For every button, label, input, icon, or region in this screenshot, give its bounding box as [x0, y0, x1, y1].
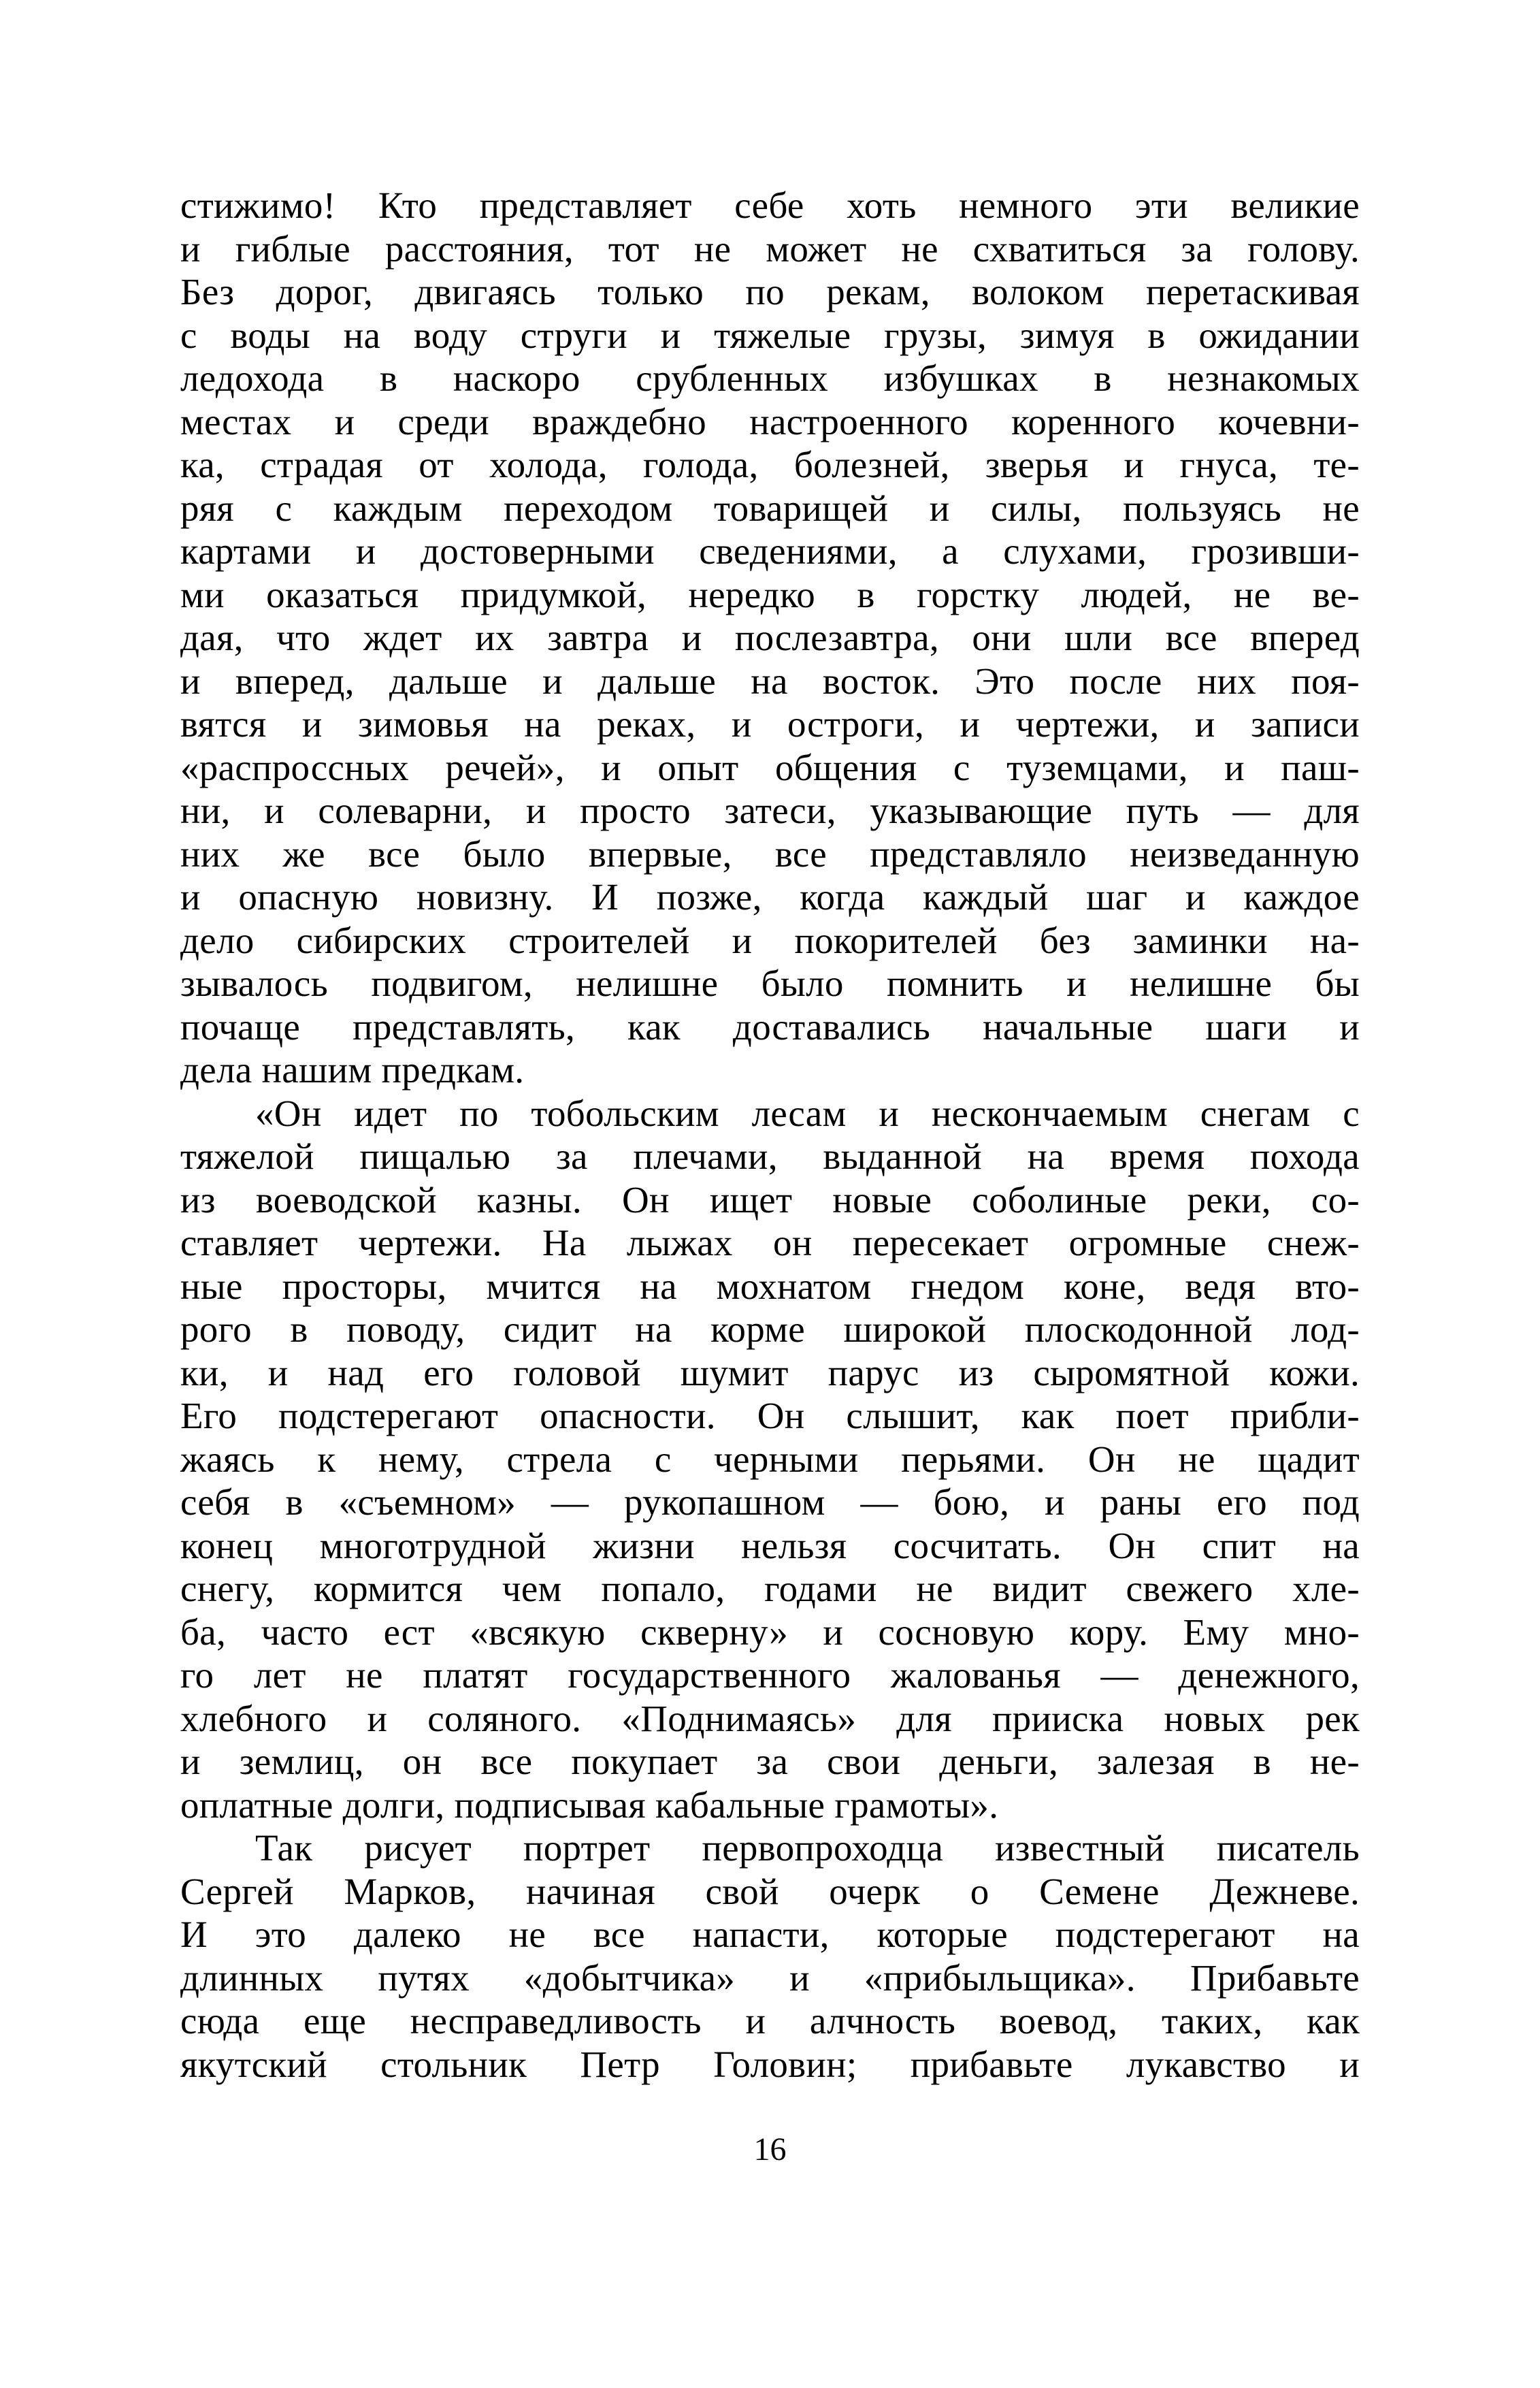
text-line: ки, и над его головой шумит парус из сыромятной кожи.	[180, 1351, 1360, 1393]
text-line: Сергей Марков, начиная свой очерк о Семене Дежневе.	[180, 1870, 1360, 1912]
text-line: ледохода в наскоро срубленных избушках в незнакомых	[180, 357, 1360, 399]
body-text	[180, 184, 1360, 2086]
text-line: себя в «съемном» — рукопашном — бою, и раны его под	[180, 1481, 1360, 1523]
text-line: сюда еще несправедливость и алчность воевод, таких, как	[180, 2000, 1360, 2042]
text-line: ми оказаться придумкой, нередко в горстку людей, не ве-	[180, 573, 1360, 615]
text-line: длинных путях «добытчика» и «прибыльщика». Прибавьте	[180, 1956, 1360, 1999]
text-line: снегу, кормится чем попало, годами не видит свежего хле-	[180, 1568, 1360, 1609]
text-line: и гиблые расстояния, тот не может не схватиться за голову.	[180, 227, 1360, 270]
text-line: И это далеко не все напасти, которые подстерегают на	[180, 1914, 1360, 1955]
text-line: картами и достоверными сведениями, а слухами, грозивши-	[180, 530, 1360, 572]
text-line: вятся и зимовья на реках, и остроги, и чертежи, и записи	[180, 703, 1360, 745]
text-line: стижимо! Кто представляет себе хоть немного эти великие	[180, 184, 1360, 226]
page-number: 16	[753, 2131, 787, 2167]
text-line: тяжелой пищалью за плечами, выданной на время похода	[180, 1135, 1360, 1177]
text-line: с воды на воду струги и тяжелые грузы, зимуя в ожидании	[180, 314, 1360, 356]
text-line: оплатные долги, подписывая кабальные грамоты».	[180, 1784, 999, 1826]
text-line: них же все было впервые, все представляло неизведанную	[180, 833, 1360, 875]
text-line: ба, часто ест «всякую скверну» и сосновую кору. Ему мно-	[180, 1611, 1360, 1653]
paragraph	[180, 1092, 1360, 1827]
text-line: хлебного и соляного. «Поднимаясь» для приискa новых рек	[180, 1697, 1360, 1739]
paragraph	[180, 1826, 1360, 2086]
text-line: конец многотрудной жизни нельзя сосчитать. Он спит на	[180, 1524, 1360, 1566]
text-line: зывалось подвигом, нелишне было помнить и нелишне бы	[180, 963, 1360, 1004]
text-line: «распроссных речей», и опыт общения с туземцами, и паш-	[180, 746, 1360, 788]
text-line: дело сибирских строителей и покорителей без заминки на-	[180, 919, 1360, 961]
text-line: и землиц, он все покупает за свои деньги, залезая в не-	[180, 1741, 1360, 1782]
text-line: Его подстерегают опасности. Он слышит, как поет прибли-	[180, 1395, 1360, 1436]
text-line: ка, страдая от холода, голода, болезней, зверья и гнуса, те-	[180, 444, 1360, 485]
text-line: якутский стольник Петр Головин; прибавьте лукавство и	[180, 2043, 1360, 2085]
text-line: и опасную новизну. И позже, когда каждый шаг и каждое	[180, 876, 1360, 918]
paragraph	[180, 184, 1360, 1092]
text-line: ни, и солеварни, и просто затеси, указывающие путь — для	[180, 790, 1360, 831]
text-line: дела нашим предкам.	[180, 1049, 525, 1091]
text-line: рого в поводу, сидит на корме широкой плоскодонной лод-	[180, 1308, 1360, 1350]
text-line: Так рисует портрет первопроходца известный писатель	[255, 1827, 1360, 1869]
text-line: «Он идет по тобольским лесам и нескончаемым снегам с	[255, 1092, 1360, 1134]
text-line: и вперед, дальше и дальше на восток. Это после них поя-	[180, 660, 1360, 702]
text-line: ставляет чертежи. На лыжах он пересекает огромные снеж-	[180, 1222, 1360, 1263]
text-line: ные просторы, мчится на мохнатом гнедом коне, ведя вто-	[180, 1265, 1360, 1307]
text-line: жаясь к нему, стрела с черными перьями. Он не щадит	[180, 1438, 1360, 1480]
text-line: почаще представлять, как доставались начальные шаги и	[180, 1005, 1360, 1048]
text-line: ряя с каждым переходом товарищей и силы, пользуясь не	[180, 487, 1360, 529]
text-line: Без дорог, двигаясь только по рекам, волоком перетаскивая	[180, 271, 1360, 312]
text-line: местах и среди враждебно настроенного коренного кочевни-	[180, 400, 1360, 442]
text-line: го лет не платят государственного жалованья — денежного,	[180, 1654, 1360, 1696]
text-line: из воеводской казны. Он ищет новые соболиные реки, со-	[180, 1178, 1360, 1221]
text-line: дая, что ждет их завтра и послезавтра, они шли все вперед	[180, 617, 1360, 658]
